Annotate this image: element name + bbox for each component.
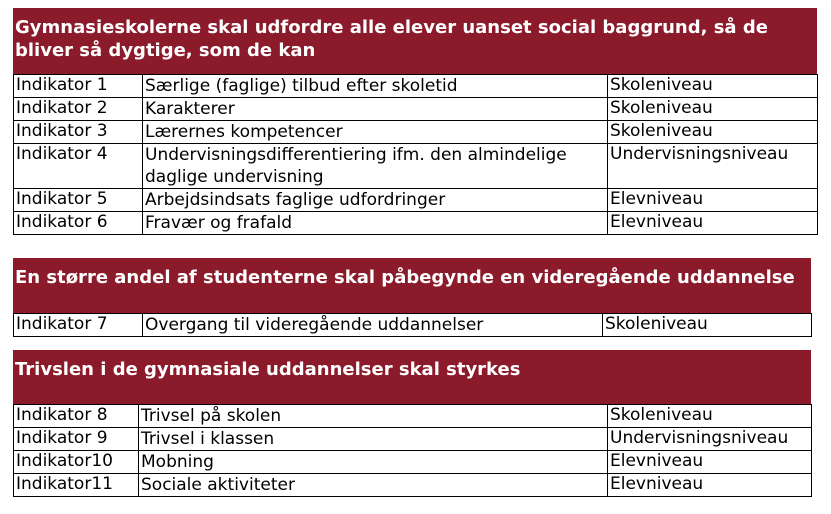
description-cell: Trivsel på skolen (139, 405, 608, 428)
description-cell: Overgang til videregående uddannelser (143, 314, 603, 337)
level-cell: Undervisningsniveau (608, 428, 812, 451)
indicator-cell: Indikator 7 (14, 314, 143, 337)
table-row (14, 98, 818, 121)
indicator-cell: Indikator 8 (14, 405, 139, 428)
level-cell: Skoleniveau (608, 121, 818, 144)
level-cell: Elevniveau (608, 189, 818, 212)
section-title: Trivslen i de gymnasiale uddannelser skal styrkes (13, 350, 811, 404)
description-cell: Mobning (139, 451, 608, 474)
indicator-cell: Indikator11 (14, 474, 139, 497)
description-cell: Trivsel i klassen (139, 428, 608, 451)
level-cell: Skoleniveau (608, 98, 818, 121)
level-cell: Undervisningsniveau (608, 144, 818, 189)
section-1 (13, 8, 817, 235)
description-cell: Arbejdsindsats faglige udfordringer (143, 189, 608, 212)
section-2 (13, 258, 811, 337)
section-title: En større andel af studenterne skal påbegynde en videregående uddannelse (13, 258, 811, 313)
table-row (14, 189, 818, 212)
table-row (14, 314, 812, 337)
level-cell: Skoleniveau (608, 405, 812, 428)
indicator-cell: Indikator 1 (14, 75, 143, 98)
level-cell: Elevniveau (608, 212, 818, 235)
indicator-table (13, 74, 818, 235)
description-cell: Fravær og frafald (143, 212, 608, 235)
indicator-cell: Indikator 2 (14, 98, 143, 121)
table-row (14, 474, 812, 497)
section-title: Gymnasieskolerne skal udfordre alle elever uanset social baggrund, så de bliver så dygtige, som de kan (13, 8, 817, 74)
section-3 (13, 350, 811, 497)
description-cell: Særlige (faglige) tilbud efter skoletid (143, 75, 608, 98)
indicator-cell: Indikator 5 (14, 189, 143, 212)
indicator-cell: Indikator 4 (14, 144, 143, 189)
table-row (14, 428, 812, 451)
indicator-table (13, 313, 812, 337)
description-cell: Lærernes kompetencer (143, 121, 608, 144)
indicator-cell: Indikator 3 (14, 121, 143, 144)
level-cell: Skoleniveau (603, 314, 812, 337)
table-row (14, 144, 818, 189)
table-row (14, 121, 818, 144)
description-cell: Undervisningsdifferentiering ifm. den almindelige daglige undervisning (143, 144, 608, 189)
indicator-cell: Indikator10 (14, 451, 139, 474)
level-cell: Elevniveau (608, 474, 812, 497)
indicator-cell: Indikator 9 (14, 428, 139, 451)
indicator-table (13, 404, 812, 497)
table-row (14, 75, 818, 98)
level-cell: Elevniveau (608, 451, 812, 474)
indicator-cell: Indikator 6 (14, 212, 143, 235)
description-cell: Sociale aktiviteter (139, 474, 608, 497)
level-cell: Skoleniveau (608, 75, 818, 98)
table-row (14, 451, 812, 474)
table-row (14, 212, 818, 235)
table-row (14, 405, 812, 428)
description-cell: Karakterer (143, 98, 608, 121)
